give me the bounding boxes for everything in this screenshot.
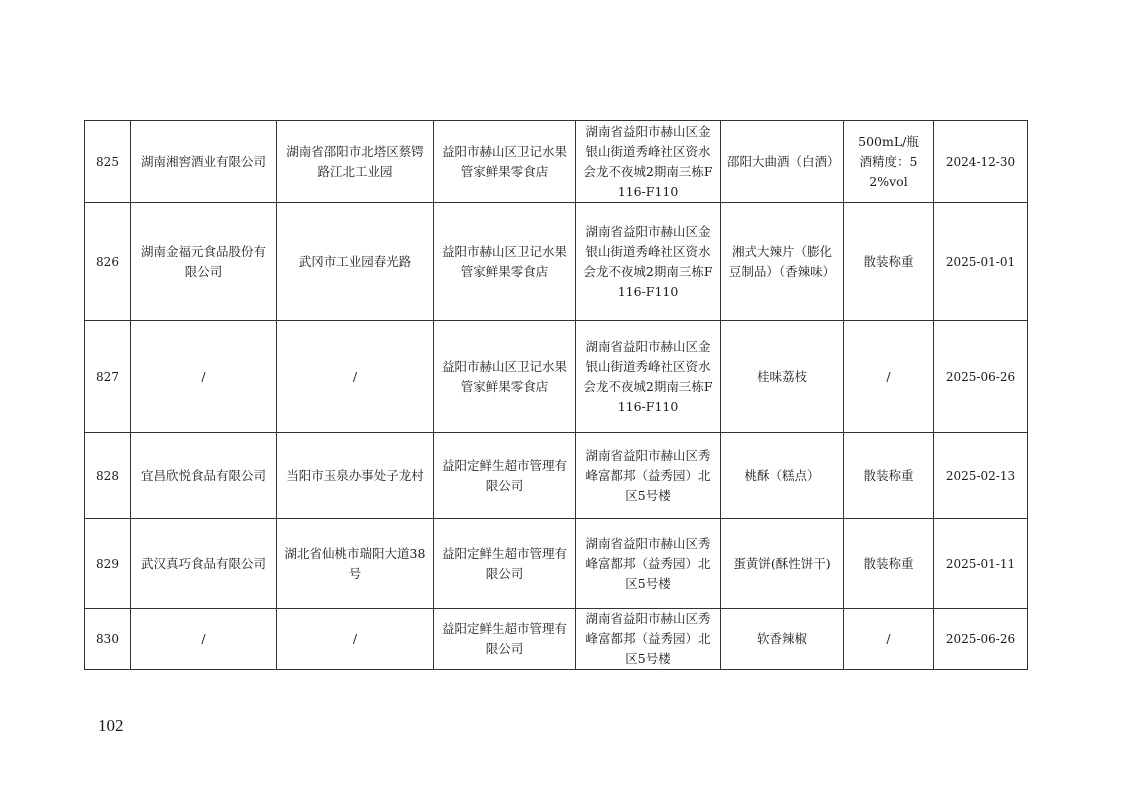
manufacturer-address: 当阳市玉泉办事处子龙村 xyxy=(277,433,434,519)
production-date: 2025-06-26 xyxy=(934,321,1028,433)
production-date: 2025-01-11 xyxy=(934,519,1028,609)
manufacturer-name: 宜昌欣悦食品有限公司 xyxy=(131,433,277,519)
row-number: 828 xyxy=(85,433,131,519)
page-number: 102 xyxy=(98,716,124,735)
manufacturer-address: / xyxy=(277,321,434,433)
seller-address: 湖南省益阳市赫山区金银山街道秀峰社区资水会龙不夜城2期南三栋F116-F110 xyxy=(576,121,721,203)
manufacturer-name: 湖南湘窖酒业有限公司 xyxy=(131,121,277,203)
production-date: 2025-02-13 xyxy=(934,433,1028,519)
manufacturer-name: 湖南金福元食品股份有限公司 xyxy=(131,203,277,321)
seller-name: 益阳定鲜生超市管理有限公司 xyxy=(434,609,576,670)
manufacturer-address: 湖北省仙桃市瑞阳大道38号 xyxy=(277,519,434,609)
manufacturer-address: / xyxy=(277,609,434,670)
product-spec: / xyxy=(844,321,934,433)
product-name: 邵阳大曲酒（白酒） xyxy=(721,121,844,203)
product-spec: 500mL/瓶 酒精度：52%vol xyxy=(844,121,934,203)
product-name: 湘式大辣片（膨化豆制品）（香辣味） xyxy=(721,203,844,321)
product-spec: 散装称重 xyxy=(844,519,934,609)
row-number: 827 xyxy=(85,321,131,433)
seller-name: 益阳市赫山区卫记水果管家鲜果零食店 xyxy=(434,121,576,203)
product-name: 桂味荔枝 xyxy=(721,321,844,433)
seller-name: 益阳定鲜生超市管理有限公司 xyxy=(434,433,576,519)
table-row xyxy=(85,121,1028,203)
row-number: 829 xyxy=(85,519,131,609)
seller-address: 湖南省益阳市赫山区秀峰富都邦（益秀园）北区5号楼 xyxy=(576,609,721,670)
row-number: 830 xyxy=(85,609,131,670)
production-date: 2025-06-26 xyxy=(934,609,1028,670)
production-date: 2024-12-30 xyxy=(934,121,1028,203)
manufacturer-name: / xyxy=(131,609,277,670)
seller-address: 湖南省益阳市赫山区秀峰富都邦（益秀园）北区5号楼 xyxy=(576,519,721,609)
seller-name: 益阳市赫山区卫记水果管家鲜果零食店 xyxy=(434,203,576,321)
production-date: 2025-01-01 xyxy=(934,203,1028,321)
seller-address: 湖南省益阳市赫山区金银山街道秀峰社区资水会龙不夜城2期南三栋F116-F110 xyxy=(576,321,721,433)
manufacturer-name: 武汉真巧食品有限公司 xyxy=(131,519,277,609)
table-row xyxy=(85,519,1028,609)
product-spec: 散装称重 xyxy=(844,203,934,321)
product-name: 蛋黄饼(酥性饼干) xyxy=(721,519,844,609)
table-row xyxy=(85,609,1028,670)
seller-address: 湖南省益阳市赫山区金银山街道秀峰社区资水会龙不夜城2期南三栋F116-F110 xyxy=(576,203,721,321)
product-name: 桃酥（糕点） xyxy=(721,433,844,519)
seller-address: 湖南省益阳市赫山区秀峰富都邦（益秀园）北区5号楼 xyxy=(576,433,721,519)
product-name: 软香辣椒 xyxy=(721,609,844,670)
seller-name: 益阳定鲜生超市管理有限公司 xyxy=(434,519,576,609)
row-number: 826 xyxy=(85,203,131,321)
manufacturer-address: 武冈市工业园春光路 xyxy=(277,203,434,321)
row-number: 825 xyxy=(85,121,131,203)
table-row xyxy=(85,203,1028,321)
manufacturer-name: / xyxy=(131,321,277,433)
table-row xyxy=(85,433,1028,519)
product-spec: / xyxy=(844,609,934,670)
table-row xyxy=(85,321,1028,433)
product-spec: 散装称重 xyxy=(844,433,934,519)
manufacturer-address: 湖南省邵阳市北塔区蔡锷路江北工业园 xyxy=(277,121,434,203)
seller-name: 益阳市赫山区卫记水果管家鲜果零食店 xyxy=(434,321,576,433)
sampling-results-table xyxy=(84,120,1028,670)
